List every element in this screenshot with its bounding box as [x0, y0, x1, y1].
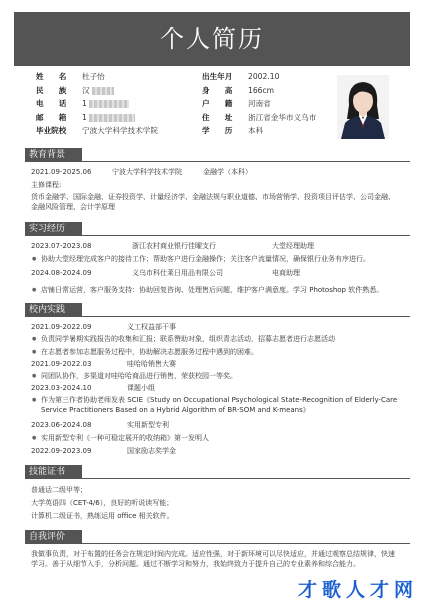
section-education	[0, 148, 424, 162]
section-internship	[0, 222, 424, 236]
campus-date: 2021.09-2022.03	[31, 360, 92, 368]
section-self-eval	[0, 530, 424, 544]
campus-bullet: ● 实用新型专利《一种可稳定展开的收纳箱》第一发明人	[41, 433, 403, 443]
section-title: 校内实践	[25, 303, 82, 317]
profile-value: 1	[82, 98, 129, 110]
profile-label: 出生年月	[202, 72, 233, 81]
education-date: 2021.09-2025.06	[31, 168, 92, 176]
campus-bullet: ● 在志愿者参加志愿服务过程中，协助解决志愿服务过程中遇到的困难。	[41, 347, 403, 357]
profile-value: 2002.10	[248, 72, 280, 81]
self-eval-text: 我做事负责，对于布置的任务会在规定时间内完成。适应性强，对于新环境可以尽快适应，并通过观察总结规律，快速学习。善于从细节入手，分析问题。通过不断学习和努力，我始终致力于提升自己的专业素养和综合能力。	[31, 550, 395, 568]
section-divider	[25, 235, 410, 236]
internship-role: 大堂经理助理	[272, 242, 314, 250]
profile-value: 杜子怡	[82, 72, 105, 81]
portrait-image	[337, 75, 389, 139]
internship-role: 电商助理	[272, 269, 300, 277]
skill-line: 计算机二级证书，熟练运用 office 相关软件。	[31, 512, 174, 520]
section-divider	[25, 316, 410, 317]
section-skills	[0, 465, 424, 479]
education-major: 金融学（本科）	[203, 168, 252, 176]
section-title: 教育背景	[25, 148, 82, 162]
section-divider	[25, 478, 410, 479]
redaction-blur	[92, 87, 114, 95]
internship-bullet: ● 协助大堂经理完成客户的接待工作；帮助客户进行金融操作；关注客户流量情况，确保银行业务有序进行。	[41, 254, 403, 264]
profile-value: 本科	[248, 126, 264, 135]
skill-line: 大学英语四（CET-4/6），良好的听说读写能；	[31, 499, 174, 507]
internship-date: 2023.07-2023.08	[31, 242, 92, 250]
profile-label: 姓 名	[36, 72, 67, 81]
internship-org: 义乌市科仕莱日用品有限公司	[132, 269, 223, 277]
campus-date: 2021.09-2022.09	[31, 323, 92, 331]
page-title: 个人简历	[14, 12, 410, 66]
profile-value: 166cm	[248, 85, 275, 95]
profile-label: 住 址	[202, 112, 233, 122]
courses-list: 货币金融学、国际金融、证券投资学、计量经济学、金融法规与职业道德、市场营销学、投资项目评估学、公司金融、金融风险管理、会计学原理	[31, 193, 395, 211]
internship-org: 浙江农村商业银行佳曜支行	[132, 242, 216, 250]
campus-role: 义工权益部干事	[127, 323, 176, 331]
campus-role: 哇哈哈销售大赛	[127, 360, 176, 368]
campus-date: 2023.06-2024.08	[31, 421, 92, 429]
campus-role: 实用新型专利	[127, 421, 169, 429]
campus-date: 2022.09-2023.09	[31, 447, 92, 455]
campus-bullet: ● 同团队协作，多渠道对哇哈哈商品进行销售，荣获校园一等奖。	[41, 371, 403, 381]
courses-label: 主修课程:	[31, 181, 62, 189]
profile-label: 毕业院校	[36, 126, 67, 135]
campus-date: 2023.03-2024.10	[31, 384, 92, 392]
campus-bullet: ● 负责同学暑期实践报告的收集和汇报；联系赞助对象，组织青志活动，招募志愿者进行志愿活动	[41, 334, 403, 344]
profile-label: 邮 箱	[36, 112, 67, 122]
section-title: 实习经历	[25, 222, 82, 236]
redaction-blur	[89, 114, 135, 122]
internship-date: 2024.08-2024.09	[31, 269, 92, 277]
site-watermark: 才歌人才网	[297, 579, 418, 600]
campus-role: 课题小组	[127, 384, 155, 392]
profile-value: 浙江省金华市义乌市	[248, 112, 317, 122]
section-divider	[25, 543, 410, 544]
section-divider	[25, 161, 410, 162]
profile-label: 身 高	[202, 85, 233, 95]
profile-value: 河南省	[248, 99, 271, 108]
section-title: 技能证书	[25, 465, 82, 479]
skill-line: 普通话二级甲等；	[31, 486, 87, 494]
profile-label: 民 族	[36, 85, 67, 95]
profile-value: 宁波大学科学技术学院	[82, 126, 158, 135]
campus-role: 国家励志奖学金	[127, 447, 176, 455]
profile-label: 户 籍	[202, 99, 233, 108]
profile-value: 1	[82, 112, 135, 124]
profile-label: 电 话	[36, 99, 67, 108]
profile-label: 学 历	[202, 126, 233, 135]
redaction-blur	[89, 100, 129, 108]
profile-photo	[337, 75, 389, 139]
section-campus	[0, 303, 424, 317]
profile-value: 汉	[82, 85, 114, 97]
internship-bullet: ● 店铺日常运营，客户服务支持：协助回复咨询、处理售后问题，维护客户满意度。学习 Photoshop 软件熟悉。	[41, 285, 403, 295]
section-title: 自我评价	[25, 530, 82, 544]
campus-bullet: ● 作为第三作者协助老师发表 SCIE《Study on Occupational Psychological State-Recognition of Elderly-Care Service Practitioners Based on a Hybrid Algorithm of BR-SOM and K-means》	[41, 395, 403, 415]
education-school: 宁波大学科学技术学院	[112, 168, 182, 176]
